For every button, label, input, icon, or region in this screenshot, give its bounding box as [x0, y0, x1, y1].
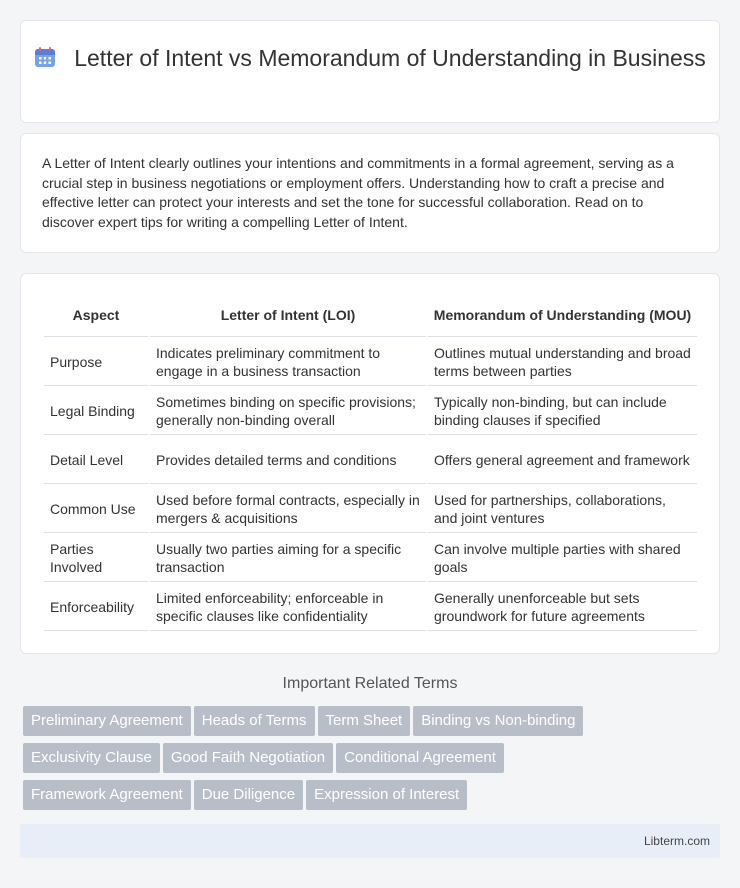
intro-card — [20, 133, 720, 253]
comparison-card — [20, 273, 720, 654]
tag-preliminary-agreement[interactable]: Preliminary Agreement — [23, 706, 191, 736]
row-mou: Outlines mutual understanding and broad terms between parties — [428, 339, 697, 386]
row-aspect: Purpose — [44, 339, 148, 386]
tag-good-faith-negotiation[interactable]: Good Faith Negotiation — [163, 743, 333, 773]
calendar-icon — [34, 46, 56, 68]
row-loi: Usually two parties aiming for a specific transaction — [150, 535, 426, 582]
table-row — [44, 388, 697, 435]
tag-expression-of-interest[interactable]: Expression of Interest — [306, 780, 467, 810]
tag-term-sheet[interactable]: Term Sheet — [318, 706, 411, 736]
table-row — [44, 486, 697, 533]
tag-row — [23, 743, 723, 780]
row-mou: Generally unenforceable but sets groundwork for future agreements — [428, 584, 697, 631]
table-row — [44, 535, 697, 582]
intro-text: A Letter of Intent clearly outlines your intentions and commitments in a formal agreement, serving as a crucial step in business negotiations or employment offers. Understanding how to craft a precise and effective letter can protect your interests and set the tone for successful collaboration. Read on to discover expert tips for writing a compelling Letter of Intent. — [42, 155, 674, 230]
header-mou: Memorandum of Understanding (MOU) — [428, 293, 697, 337]
title-card — [20, 20, 720, 123]
tag-framework-agreement[interactable]: Framework Agreement — [23, 780, 191, 810]
row-aspect: Parties Involved — [44, 535, 148, 582]
tag-row — [23, 780, 723, 817]
table-row — [44, 584, 697, 631]
related-terms-title: Important Related Terms — [282, 675, 458, 692]
tag-row — [23, 706, 723, 743]
comparison-table — [42, 291, 699, 633]
tag-conditional-agreement[interactable]: Conditional Agreement — [336, 743, 504, 773]
row-loi: Used before formal contracts, especially in mergers & acquisitions — [150, 486, 426, 533]
header-loi: Letter of Intent (LOI) — [150, 293, 426, 337]
tag-binding-vs-non-binding[interactable]: Binding vs Non-binding — [413, 706, 583, 736]
row-aspect: Enforceability — [44, 584, 148, 631]
page-title-wrap — [21, 44, 719, 73]
row-loi: Sometimes binding on specific provisions; generally non-binding overall — [150, 388, 426, 435]
footer — [20, 824, 720, 858]
table-row — [44, 437, 697, 484]
row-mou: Typically non-binding, but can include binding clauses if specified — [428, 388, 697, 435]
row-aspect: Legal Binding — [44, 388, 148, 435]
row-mou: Used for partnerships, collaborations, and joint ventures — [428, 486, 697, 533]
related-terms-list — [23, 706, 723, 817]
page-title: Letter of Intent vs Memorandum of Understanding in Business — [74, 45, 706, 71]
tag-due-diligence[interactable]: Due Diligence — [194, 780, 303, 810]
row-aspect: Common Use — [44, 486, 148, 533]
row-loi: Limited enforceability; enforceable in specific clauses like confidentiality — [150, 584, 426, 631]
row-aspect: Detail Level — [44, 437, 148, 484]
row-loi: Indicates preliminary commitment to engage in a business transaction — [150, 339, 426, 386]
header-aspect: Aspect — [44, 293, 148, 337]
footer-site-link[interactable]: Libterm.com — [643, 834, 710, 848]
table-row — [44, 339, 697, 386]
tag-exclusivity-clause[interactable]: Exclusivity Clause — [23, 743, 160, 773]
row-mou: Can involve multiple parties with shared goals — [428, 535, 697, 582]
table-header-row — [44, 293, 697, 337]
row-loi: Provides detailed terms and conditions — [150, 437, 426, 484]
row-mou: Offers general agreement and framework — [428, 437, 697, 484]
tag-heads-of-terms[interactable]: Heads of Terms — [194, 706, 315, 736]
